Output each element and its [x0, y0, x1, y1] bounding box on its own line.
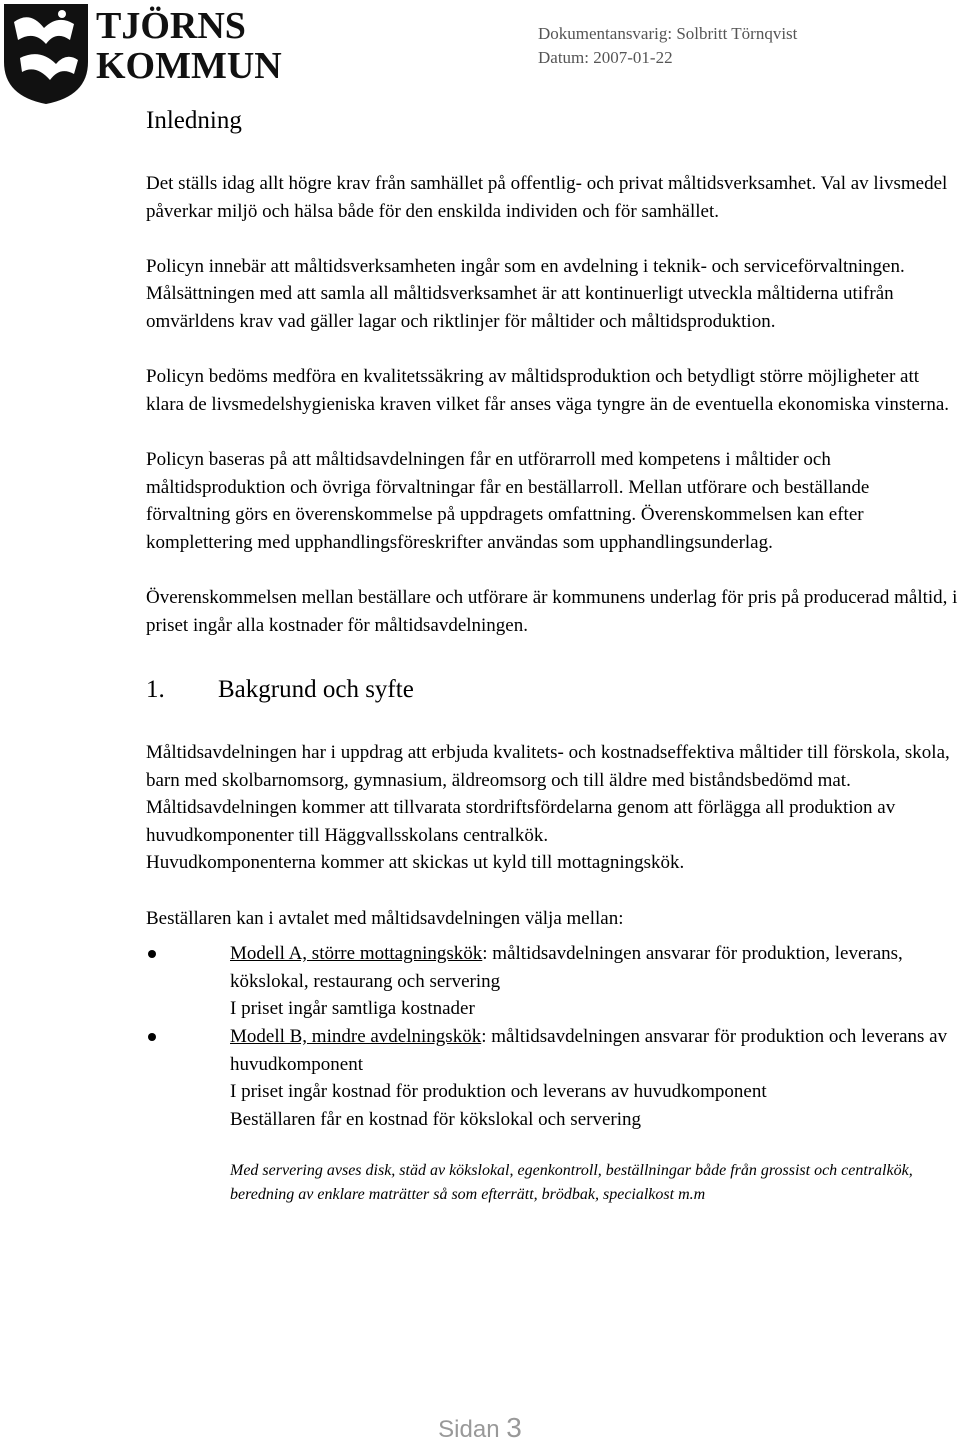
intro-paragraph-3: Policyn bedöms medföra en kvalitetssäkring av måltidsproduktion och betydligt större möjligheter att klara de livsmedelshygieniska kraven vilket får anses väga tyngre än de eventuella ekonomiska vinsterna. [146, 366, 950, 415]
document-owner: Dokumentansvarig: Solbritt Törnqvist [538, 24, 798, 43]
model-b-extra-2: Beställaren får en kostnad för kökslokal och servering [230, 1108, 642, 1130]
list-item [146, 1023, 958, 1133]
svg-text:TJÖRNS: TJÖRNS [96, 5, 246, 47]
section-title: Bakgrund och syfte [218, 676, 414, 704]
intro-paragraph-1: Det ställs idag allt högre krav från samhället på offentlig- och privat måltidsverksamhet. Val av livsmedel påverkar miljö och hälsa både för den enskilda individen och för samhället. [146, 173, 948, 222]
page-label: Sidan [438, 1416, 500, 1443]
section-line-1: Måltidsavdelningen har i uppdrag att erbjuda kvalitets- och kostnadseffektiva måltider till förskola, skola, barn med skolbarnomsorg, gymnasium, äldreomsorg och till äldre med biståndsbedömd mat. [146, 742, 950, 791]
section-line-2: Måltidsavdelningen kommer att tillvarata stordriftsfördelarna genom att förlägga all produktion av huvudkomponenter till Häggvallsskolans centralkök. [146, 797, 896, 846]
crest-icon [4, 4, 88, 104]
list-item [146, 940, 958, 1023]
intro-paragraph-2: Policyn innebär att måltidsverksamheten ingår som en avdelning i teknik- och serviceförvaltningen. Målsättningen med att samla all måltidsverksamhet är att kontinuerligt utveckla måltiderna utifrån omvärldens krav vad gäller lagar och riktlinjer för måltider och måltidsproduktion. [146, 255, 905, 332]
intro-paragraph-5: Överenskommelsen mellan beställare och utförare är kommunens underlag för pris på producerad måltid, i priset ingår alla kostnader för måltidsavdelningen. [146, 586, 958, 636]
model-a-extra: I priset ingår samtliga kostnader [230, 998, 475, 1020]
document-date: Datum: 2007-01-22 [538, 48, 673, 67]
model-b-desc: : måltidsavdelningen ansvarar för produktion och leverans av huvudkomponent [230, 1026, 948, 1075]
document-meta [538, 22, 797, 70]
choice-intro: Beställaren kan i avtalet med måltidsavdelningen välja mellan: [146, 907, 624, 929]
model-list [146, 940, 958, 1133]
intro-paragraph-4: Policyn baseras på att måltidsavdelningen får en utförarroll med kompetens i måltider och måltidsproduktion och övriga förvaltningar får en beställarroll. Mellan utförare och beställande förvaltning görs en överenskommelse på uppdragets omfattning. Överenskommelsen kan efter komplettering med upphandlingsföreskrifter användas som upphandlingsunderlag. [146, 448, 870, 553]
bullet-icon [148, 1033, 156, 1041]
section-line-3: Huvudkomponenterna kommer att skickas ut kyld till mottagningskök. [146, 852, 685, 874]
document-body [146, 104, 958, 1235]
model-a-desc: : måltidsavdelningen ansvarar för produktion, leverans, kökslokal, restaurang och servering [230, 943, 903, 992]
page-number: 3 [506, 1412, 522, 1443]
model-b-name: Modell B, mindre avdelningskök [230, 1026, 482, 1048]
service-note: Med servering avses disk, städ av kökslokal, egenkontroll, beställningar både från grossist och centralkök, beredning av enklare maträtter så som efterrätt, brödbak, specialkost m.m [230, 1162, 913, 1204]
section-heading [146, 673, 958, 707]
intro-heading: Inledning [146, 107, 242, 134]
municipality-logo [0, 0, 290, 105]
model-b-extra-1: I priset ingår kostnad för produktion och leverans av huvudkomponent [230, 1081, 767, 1103]
model-a-name: Modell A, större mottagningskök [230, 943, 483, 965]
page-footer [0, 1412, 960, 1444]
bullet-icon [148, 950, 156, 958]
section-number: 1. [146, 676, 165, 704]
svg-text:KOMMUN: KOMMUN [96, 45, 282, 87]
